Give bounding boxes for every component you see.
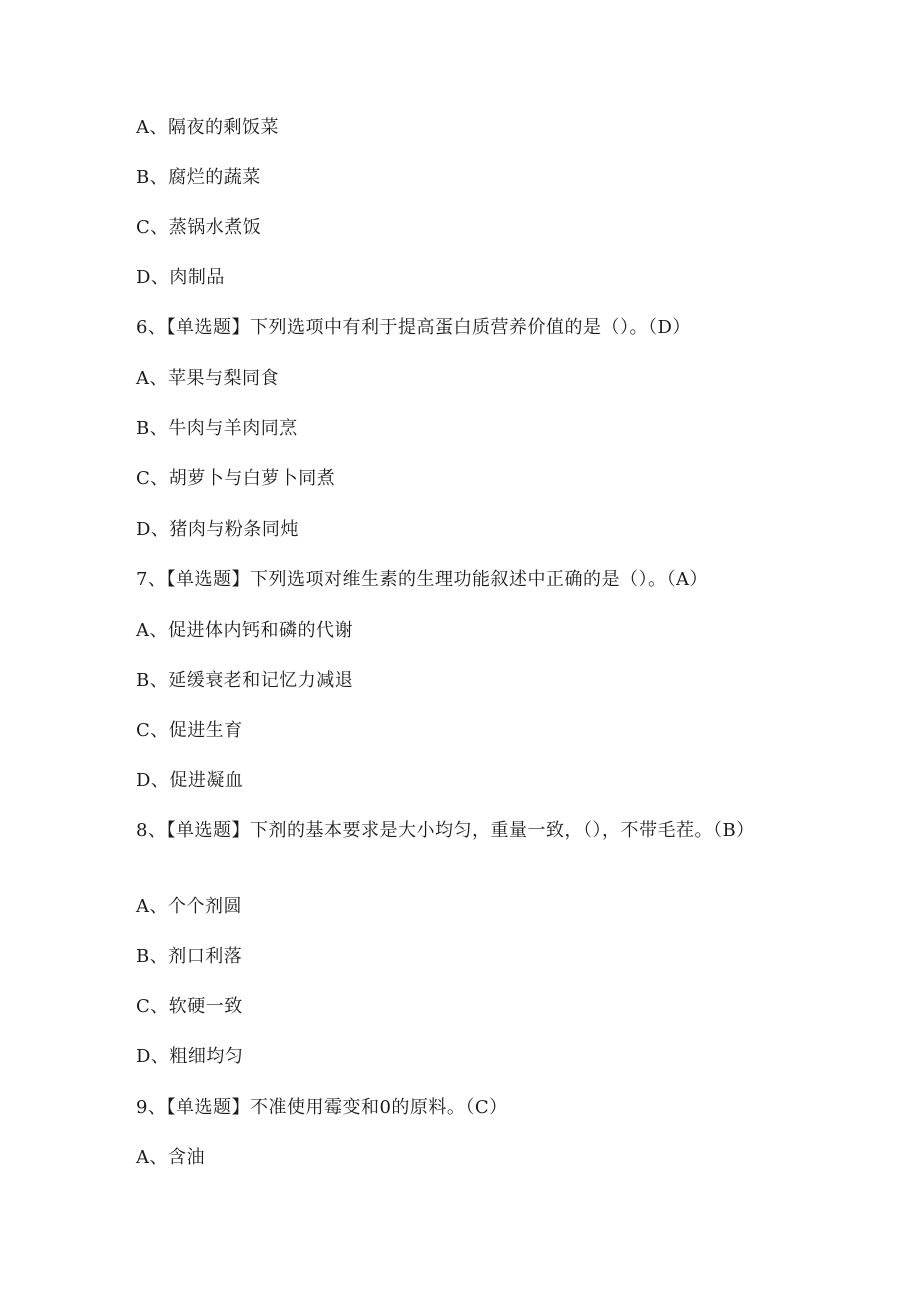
option-a-q5: A、隔夜的剩饭菜 <box>136 117 279 138</box>
option-a-q7: A、促进体内钙和磷的代谢 <box>136 620 353 641</box>
option-c-q8: C、软硬一致 <box>136 996 243 1017</box>
option-c-q7: C、促进生育 <box>136 720 243 741</box>
option-a-q9: A、含油 <box>136 1147 205 1168</box>
option-d-q8: D、粗细均匀 <box>136 1046 244 1067</box>
option-b-q8: B、剂口利落 <box>136 946 243 967</box>
option-c-q5: C、蒸锅水煮饭 <box>136 217 262 238</box>
option-d-q7: D、促进凝血 <box>136 770 244 791</box>
question-6: 6、【单选题】下列选项中有利于提高蛋白质营养价值的是（）。（D） <box>136 317 691 338</box>
question-8: 8、【单选题】下剂的基本要求是大小均匀，重量一致，（），不带毛茬。（B） <box>136 820 755 841</box>
question-9: 9、【单选题】不准使用霉变和0的原料。（C） <box>136 1097 508 1118</box>
option-b-q7: B、延缓衰老和记忆力减退 <box>136 670 354 691</box>
option-b-q5: B、腐烂的蔬菜 <box>136 167 261 188</box>
option-d-q6: D、猪肉与粉条同炖 <box>136 519 299 540</box>
option-a-q6: A、苹果与梨同食 <box>136 368 279 389</box>
question-7: 7、【单选题】下列选项对维生素的生理功能叙述中正确的是（）。（A） <box>136 569 708 590</box>
option-a-q8: A、个个剂圆 <box>136 896 242 917</box>
option-b-q6: B、牛肉与羊肉同烹 <box>136 418 298 439</box>
option-c-q6: C、胡萝卜与白萝卜同煮 <box>136 468 336 489</box>
option-d-q5: D、肉制品 <box>136 267 225 288</box>
